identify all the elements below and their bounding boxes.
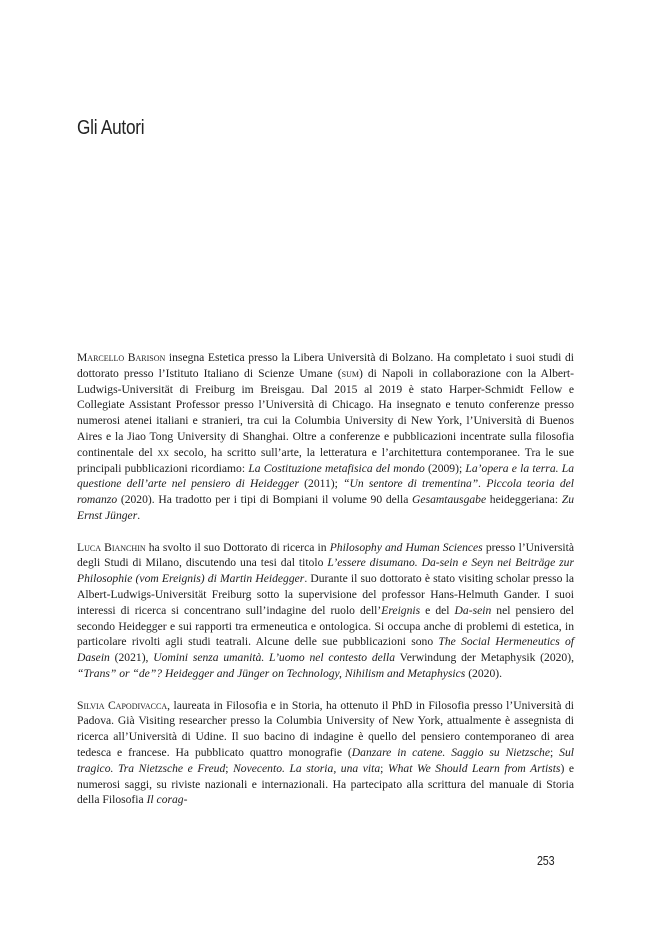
author-name: Marcello Barison	[77, 351, 166, 364]
bio-text: ;	[225, 761, 234, 775]
italic-text: Gesamtausgabe	[412, 493, 487, 507]
bio-text: insegna Estetica presso la Libera Università di Bolzano. Ha completato i suoi studi di dottorato presso l’Istituto Italiano di Scienze Umane (	[77, 351, 575, 380]
author-bios	[77, 350, 574, 824]
author-name: Silvia Capodivacca	[77, 698, 168, 712]
page-title: Gli Autori	[77, 116, 145, 139]
small-caps-text: sum	[341, 366, 359, 380]
italic-text: La’opera e la terra. La questione dell’arte nel pensiero di Heidegger	[77, 461, 574, 491]
italic-text: L’essere disumano. Da-sein e Seyn nei Beiträge zur Philosophie (vom Ereignis) di Martin Heidegger	[77, 556, 574, 586]
small-caps-text: xx	[157, 445, 170, 459]
bio-text: (2011);	[298, 477, 344, 491]
italic-text: Philosophy and Human Sciences	[329, 540, 483, 554]
bio-text: presso l’Università degli Studi di Milano, discutendo una tesi dal titolo	[77, 540, 574, 570]
bio-text: . Durante il suo dottorato è stato visiting scholar presso la Albert-Ludwigs-Universität Freiburg sotto la supervisione del professor Hans-Helmuth Gander. I suoi interessi di ricerca si concentrano sull’indagine del ruolo dell’	[77, 572, 574, 617]
bio-text: ;	[550, 745, 560, 759]
bio-text: e del	[420, 603, 455, 617]
bio-text: (2020).	[465, 666, 503, 680]
bio-text: (2021),	[109, 651, 154, 665]
italic-text: What We Should Learn from Artists	[387, 761, 561, 775]
italic-text: Danzare in catene. Saggio su Nietzsche	[351, 745, 551, 759]
bio-text: heideggeriana:	[486, 493, 562, 507]
italic-text: La Costituzione metafisica del mondo	[248, 461, 425, 475]
italic-text: The Social Hermeneutics of Dasein	[77, 635, 574, 665]
bio-text: .	[137, 508, 141, 522]
bio-text: ;	[380, 761, 388, 775]
bio-text: ) di Napoli in collaborazione con la Albert-Ludwigs-Universität di Freiburg im Breisgau. Dal 2015 al 2019 è stato Harper-Schmidt Fellow e Collegiate Assistant Professor presso l’Università di Chicago. Ha insegnato e tenuto conferenze presso numerosi atenei italiani e stranieri, tra cui la Columbia University di New York, l’Università di Buenos Aires e la Jiao Tong University di Shanghai. Oltre a conferenze e pubblicazioni incentrate sulla filosofia continentale del	[77, 366, 574, 459]
author-name: Luca Bianchin	[77, 540, 146, 554]
bio-text: secolo, ha scritto sull’arte, la letteratura e l’architettura contemporanee. Tra le sue principali pubblicazioni ricordiamo:	[77, 445, 574, 475]
italic-text: Il corag-	[146, 793, 188, 807]
bio-text: nel pensiero del secondo Heidegger e sui rapporti tra ermeneutica e ontologica. Si occupa anche di problemi di estetica, in particolare rivolti agli studi teatrali. Alcune delle sue pubblicazioni sono	[77, 603, 574, 649]
bio-text: Verwindung der Metaphysik (2020),	[395, 651, 574, 665]
bio-text: (2020). Ha tradotto per i tipi di Bompiani il volume 90 della	[117, 493, 413, 507]
italic-text: “Un sentore di trementina”. Piccola teoria del romanzo	[77, 477, 575, 507]
italic-text: Ereignis	[381, 603, 421, 617]
bio-text: , laureata in Filosofia e in Storia, ha ottenuto il PhD in Filosofia presso l’Università di Padova. Già Visiting researcher presso la Columbia University of New York, attualmente è assegnista di ricerca all’Università di Udine. Il suo bacino di indagine è quello del pensiero contemporaneo di area tedesca e francese. Ha pubblicato quattro monografie (	[77, 698, 574, 759]
italic-text: Zu Ernst Jünger	[77, 493, 574, 522]
italic-text: Da-sein	[454, 603, 492, 617]
page-number: 253	[537, 854, 555, 868]
italic-text: Sul tragico. Tra Nietzsche e Freud	[77, 745, 574, 775]
bio-text: ha svolto il suo Dottorato di ricerca in	[145, 540, 330, 554]
author-bio	[77, 540, 574, 682]
bio-text: (2009);	[424, 461, 466, 475]
bio-text: ) e numerosi saggi, su riviste nazionali e internazionali. Ha partecipato alla scrittura del manuale di Storia della Filosofia	[77, 761, 575, 807]
author-bio	[77, 698, 574, 809]
italic-text: “Trans” or “de”? Heidegger and Jünger on Technology, Nihilism and Metaphysics	[77, 666, 466, 680]
italic-text: Novecento. La storia, una vita	[233, 761, 381, 775]
italic-text: Uomini senza umanità. L’uomo nel contesto della	[153, 651, 396, 665]
author-bio	[77, 350, 574, 524]
